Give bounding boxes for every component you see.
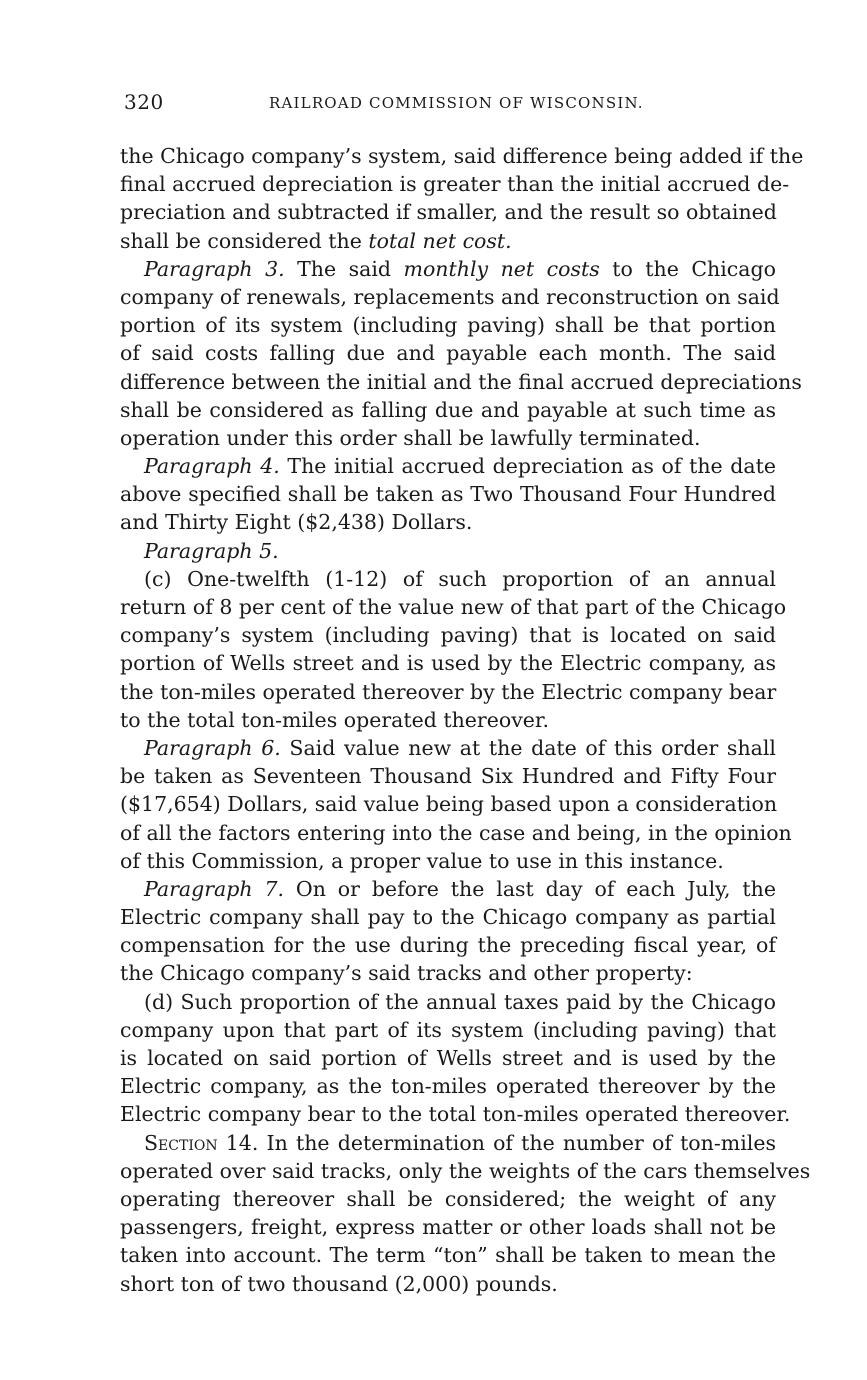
text-line [120, 678, 776, 706]
text-line [120, 1157, 811, 1185]
running-header [124, 90, 774, 120]
body-text [120, 142, 811, 1298]
text-run: Paragraph 7. [144, 876, 285, 901]
text-run: (c) One-twelfth (1-12) of such proportion of an annual [144, 566, 776, 591]
text-line [120, 480, 776, 508]
text-line [120, 170, 790, 198]
text-line [120, 283, 780, 311]
text-line [120, 1270, 776, 1298]
text-run: to the Chicago [599, 256, 776, 281]
text-run: compensation for the use during the preceding fiscal year, of [120, 933, 776, 958]
text-run: portion of its system (including paving) shall be that portion [120, 313, 776, 338]
text-line [120, 649, 776, 677]
text-run: return of 8 per cent of the value new of that part of the Chicago [120, 595, 787, 619]
text-run: Paragraph 4. [144, 454, 280, 479]
text-run: ($17,654) Dollars, said value being based upon a consideration [120, 792, 778, 817]
text-line [120, 847, 776, 875]
text-run: the Chicago company’s said tracks and other property: [120, 961, 693, 986]
running-header-title: RAILROAD COMMISSION OF WISCONSIN. [269, 94, 644, 112]
text-line [120, 452, 776, 480]
text-run: short ton of two thousand (2,000) pounds. [120, 1271, 558, 1296]
text-line [120, 424, 776, 452]
text-line [120, 1185, 776, 1213]
text-run: be taken as Seventeen Thousand Six Hundred and Fifty Four [120, 764, 776, 789]
text-run: taken into account. The term “ton” shall be taken to mean the [120, 1243, 776, 1268]
text-run: The initial accrued depreciation as of the date [279, 454, 776, 479]
text-line [120, 1072, 776, 1100]
text-line [120, 142, 804, 170]
text-line [120, 1213, 776, 1241]
text-line [120, 903, 776, 931]
text-run: final accrued depreciation is greater than the initial accrued de- [120, 172, 790, 197]
text-run: The said [284, 256, 404, 281]
text-line [120, 339, 776, 367]
text-run: portion of Wells street and is used by the Electric company, as [120, 651, 776, 676]
text-line [120, 593, 787, 621]
text-line [120, 396, 776, 424]
text-line [120, 931, 776, 959]
text-line [120, 875, 776, 903]
text-run: Electric company shall pay to the Chicago company as partial [120, 905, 776, 930]
text-run: 14. In the determination of the number of ton-miles [217, 1130, 776, 1155]
text-line [120, 819, 792, 847]
text-line [120, 537, 776, 565]
text-run: of said costs falling due and payable each month. The said [120, 341, 776, 366]
text-line [120, 1044, 776, 1072]
text-run: shall be considered as falling due and payable at such time as [120, 397, 776, 422]
text-line [120, 706, 776, 734]
text-run: Electric company bear to the total ton-miles operated thereover. [120, 1102, 791, 1127]
text-run: Paragraph 6. [144, 735, 281, 760]
text-run: above specified shall be taken as Two Thousand Four Hundred [120, 482, 776, 507]
text-run: difference between the initial and the final accrued depreciations [120, 369, 802, 394]
text-run: company of renewals, replacements and reconstruction on said [120, 284, 780, 309]
text-run: company’s system (including paving) that is located on said [120, 623, 776, 648]
text-line [120, 988, 776, 1016]
text-run: of all the factors entering into the case and being, in the opinion [120, 820, 792, 845]
text-run: On or before the last day of each July, the [284, 876, 776, 901]
text-run: and Thirty Eight ($2,438) Dollars. [120, 510, 473, 535]
text-run: total net cost. [368, 228, 512, 253]
text-line [120, 762, 776, 790]
text-run: company upon that part of its system (including paving) that [120, 1017, 776, 1042]
text-run: Section [144, 1130, 218, 1155]
page-number: 320 [124, 90, 164, 114]
text-run: to the total ton-miles operated thereover. [120, 707, 549, 732]
text-line [120, 1129, 776, 1157]
text-line [120, 1100, 791, 1128]
text-line [120, 790, 776, 818]
text-line [120, 227, 776, 255]
text-run: preciation and subtracted if smaller, and the result so obtained [120, 200, 777, 225]
text-run: operating thereover shall be considered; the weight of any [120, 1186, 776, 1211]
text-line [120, 959, 776, 987]
text-line [120, 1241, 776, 1269]
text-line [120, 198, 776, 226]
text-run: passengers, freight, express matter or other loads shall not be [120, 1215, 776, 1240]
text-run: operated over said tracks, only the weights of the cars themselves [120, 1158, 811, 1183]
text-run: of this Commission, a proper value to use in this instance. [120, 848, 724, 873]
text-line [120, 621, 776, 649]
text-line [120, 368, 802, 396]
text-line [120, 565, 776, 593]
text-run: Paragraph 3. [144, 256, 285, 281]
text-run: shall be considered the [120, 228, 369, 253]
text-run: the ton-miles operated thereover by the Electric company bear [120, 679, 777, 704]
text-run: monthly net costs [403, 256, 600, 281]
text-line [120, 734, 776, 762]
text-line [120, 508, 776, 536]
text-line [120, 255, 776, 283]
text-run: the Chicago company’s system, said difference being added if the [120, 144, 804, 168]
text-run: Electric company, as the ton-miles operated thereover by the [120, 1074, 776, 1099]
text-run: Paragraph 5. [144, 538, 279, 563]
text-run: (d) Such proportion of the annual taxes paid by the Chicago [144, 989, 776, 1014]
text-line [120, 1016, 776, 1044]
text-line [120, 311, 776, 339]
text-run: operation under this order shall be lawfully terminated. [120, 425, 701, 450]
text-run: is located on said portion of Wells street and is used by the [120, 1046, 776, 1070]
text-run: Said value new at the date of this order shall [280, 735, 776, 760]
